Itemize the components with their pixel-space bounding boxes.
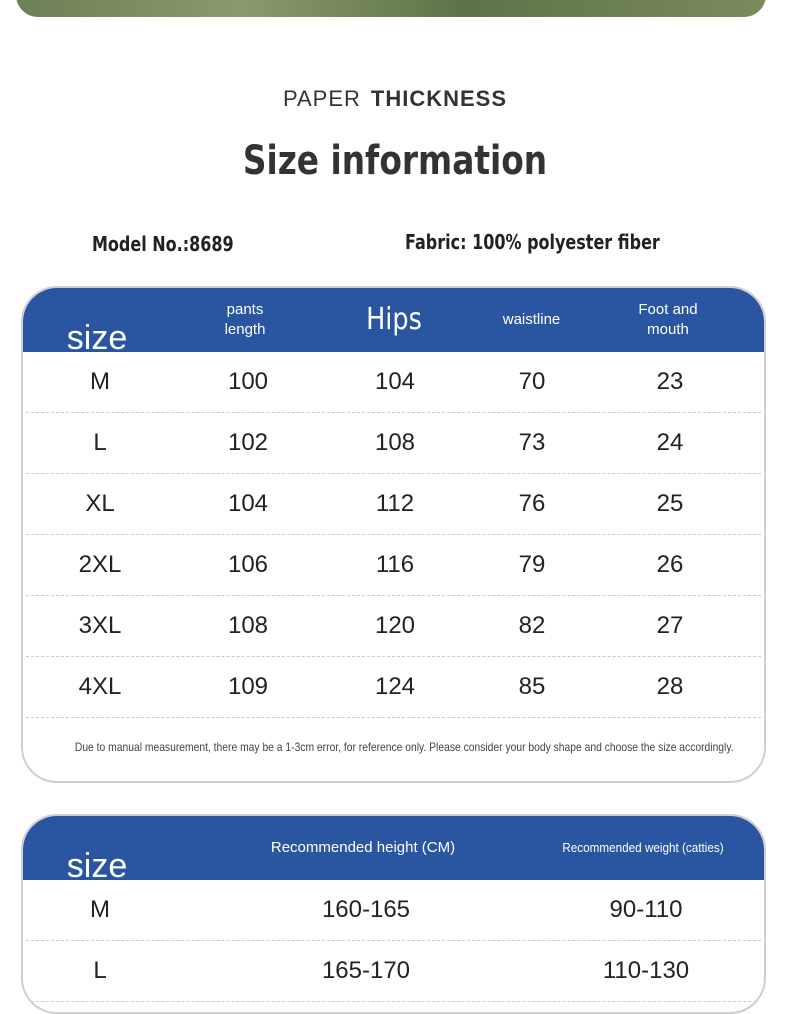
cell-height: 165-170 [321, 957, 411, 984]
cell-waist: 82 [518, 612, 546, 639]
brand-bold: THICKNESS [370, 86, 508, 111]
cell-length: 106 [227, 551, 269, 578]
table-row [26, 880, 761, 941]
size-chart-table [21, 286, 766, 783]
header-foot-mouth-label: Foot and mouth [638, 301, 698, 338]
cell-waist: 79 [518, 551, 546, 578]
measurement-note: Due to manual measurement, there may be a 1-3cm error, for reference only. Please consider your body shape and choose the size accordingly. [74, 740, 734, 754]
cell-hips: 116 [375, 551, 415, 578]
header-size-2: size [66, 847, 128, 885]
table-row [26, 413, 761, 474]
cell-foot: 26 [656, 551, 684, 578]
header-weight: Recommended weight (catties) [562, 840, 724, 855]
page-title: Size information [242, 138, 548, 184]
cell-height: 160-165 [321, 896, 411, 923]
size-chart-header [23, 288, 764, 357]
cell-length: 102 [227, 429, 269, 456]
cell-foot: 24 [656, 429, 684, 456]
cell-length: 109 [227, 673, 269, 700]
cell-size: L [93, 957, 107, 984]
brand-line [0, 86, 790, 112]
cell-size: L [93, 429, 107, 456]
cell-foot: 25 [656, 490, 684, 517]
cell-hips: 112 [375, 490, 415, 517]
cell-size: XL [85, 490, 115, 517]
recommendation-header [23, 816, 764, 885]
header-pants-length [171, 288, 319, 352]
cell-foot: 23 [656, 368, 684, 395]
cell-hips: 124 [374, 673, 416, 700]
cell-length: 108 [227, 612, 269, 639]
recommendation-table [21, 814, 766, 1014]
header-foot-mouth [594, 288, 742, 352]
cell-foot: 27 [656, 612, 684, 639]
recommendation-body [23, 880, 764, 1002]
header-size: size [66, 319, 128, 357]
cell-hips: 108 [374, 429, 416, 456]
table-row [26, 474, 761, 535]
cell-hips: 120 [374, 612, 416, 639]
table-row [26, 941, 761, 1002]
header-hips: Hips [366, 302, 422, 337]
table-row [26, 352, 761, 413]
product-photo-bottom [16, 0, 766, 17]
cell-size: M [90, 896, 110, 923]
header-waistline: waistline [502, 311, 561, 328]
cell-size: 3XL [78, 612, 122, 639]
model-number: Model No.:8689 [92, 232, 234, 256]
cell-size: 2XL [78, 551, 122, 578]
header-height: Recommended height (CM) [270, 839, 456, 856]
cell-weight: 110-130 [602, 957, 690, 984]
cell-hips: 104 [374, 368, 416, 395]
cell-waist: 70 [518, 368, 546, 395]
table-row [26, 596, 761, 657]
brand-light: PAPER [282, 86, 361, 111]
cell-waist: 73 [518, 429, 546, 456]
cell-length: 104 [227, 490, 269, 517]
fabric-info: Fabric: 100% polyester fiber [405, 230, 660, 254]
header-pants-length-label: pants length [224, 301, 266, 338]
cell-weight: 90-110 [609, 896, 683, 923]
cell-waist: 85 [518, 673, 546, 700]
cell-foot: 28 [656, 673, 684, 700]
table-row [26, 657, 761, 718]
cell-waist: 76 [518, 490, 546, 517]
size-chart-body [23, 352, 764, 718]
cell-size: M [90, 368, 110, 395]
table-row [26, 535, 761, 596]
cell-length: 100 [227, 368, 269, 395]
cell-size: 4XL [78, 673, 122, 700]
